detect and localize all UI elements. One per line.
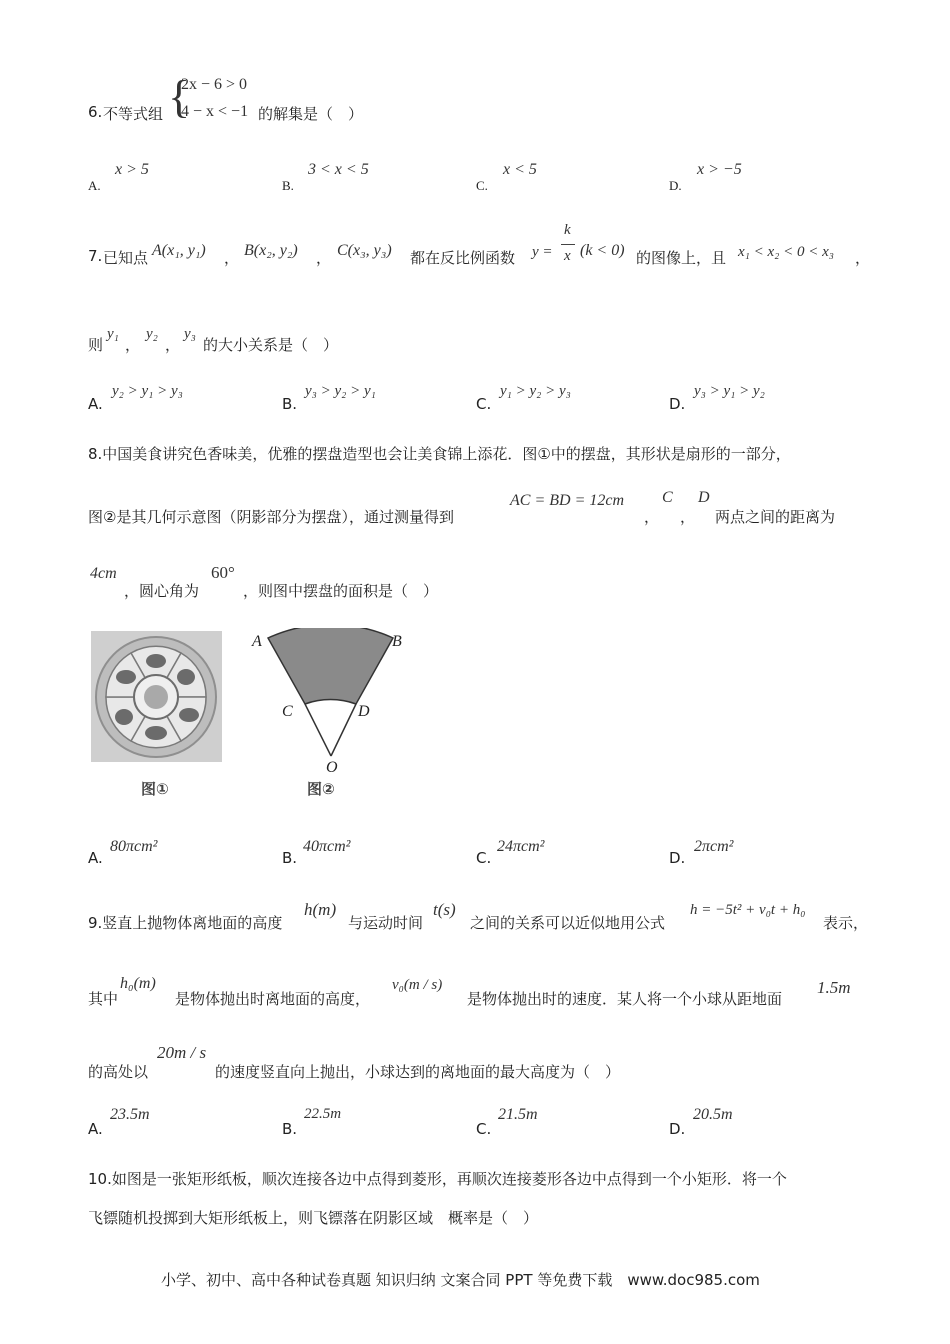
release-height: 1.5m	[817, 978, 851, 997]
motion-formula: h = −5t² + v₀t + h₀	[690, 902, 806, 918]
function-condition: (k < 0)	[580, 242, 625, 259]
q6-option-d-label[interactable]: D.	[669, 178, 682, 193]
height-h-m: h(m)	[304, 900, 337, 919]
function-denominator: x	[564, 248, 571, 264]
q8-option-b-value[interactable]: 40πcm²	[303, 838, 351, 855]
y1: y₁	[107, 326, 119, 342]
question-9-line-1c: 之间的关系可以近似地用公式	[470, 914, 666, 932]
system-line-2: 4 − x < −1	[181, 103, 249, 120]
fraction-bar	[561, 244, 575, 245]
question-6-tail: 的解集是（ ）	[258, 105, 364, 123]
x-condition: x₁ < x₂ < 0 < x₃	[738, 244, 834, 260]
point-a-label: A	[252, 633, 262, 650]
point-c-label: C	[662, 489, 673, 506]
function-numerator: k	[564, 222, 571, 238]
distance: 4cm	[90, 565, 117, 582]
shaded-plate-region	[268, 628, 393, 704]
q6-option-d-value[interactable]: x > −5	[697, 161, 742, 178]
question-9-line-3a: 的高处以	[88, 1063, 149, 1081]
q6-option-b-label[interactable]: B.	[282, 178, 294, 193]
q7-option-c-label[interactable]: C.	[476, 395, 492, 413]
segment-co	[305, 704, 331, 756]
comma: ，	[644, 508, 660, 526]
point-b: B(x₂, y₂)	[244, 242, 298, 259]
question-8-line-3b: ，则图中摆盘的面积是（ ）	[243, 582, 439, 600]
point-o-label: O	[326, 759, 338, 776]
central-angle: 60°	[211, 563, 235, 582]
question-7-then: 则	[88, 336, 104, 354]
y3: y₃	[184, 326, 196, 342]
question-7-stem: 已知点	[103, 249, 149, 267]
q9-option-a-label[interactable]: A.	[88, 1120, 103, 1138]
q9-option-d-label[interactable]: D.	[669, 1120, 686, 1138]
q6-option-a-label[interactable]: A.	[88, 178, 101, 193]
question-8-line-2a: 图②是其几何示意图（阴影部分为摆盘），通过测量得到	[88, 508, 454, 526]
q6-option-b-value[interactable]: 3 < x < 5	[308, 161, 369, 178]
point-c: C(x₃, y₃)	[337, 242, 392, 259]
initial-speed: 20m / s	[157, 1043, 207, 1062]
question-8-line-1: 8.中国美食讲究色香味美，优雅的摆盘造型也会让美食锦上添花．图①中的摆盘，其形状是扇形的一部分，	[88, 445, 791, 463]
question-6-stem: 不等式组	[103, 105, 164, 123]
function-y: y =	[532, 244, 553, 260]
q7-option-b-value[interactable]: y₃ > y₂ > y₁	[305, 383, 376, 399]
question-8-line-2b: 两点之间的距离为	[715, 508, 836, 526]
q7-option-a-value[interactable]: y₂ > y₁ > y₃	[112, 383, 183, 399]
q7-option-a-label[interactable]: A.	[88, 395, 103, 413]
q8-option-d-value[interactable]: 2πcm²	[694, 838, 734, 855]
comma: ，	[165, 336, 181, 354]
comma: ，	[224, 249, 240, 267]
q8-option-a-label[interactable]: A.	[88, 849, 103, 867]
comma: ，	[316, 249, 332, 267]
point-d-label: D	[698, 489, 710, 506]
q9-option-d-value[interactable]: 20.5m	[693, 1106, 733, 1123]
point-d-label: D	[358, 703, 370, 720]
question-9-line-2a: 其中	[88, 990, 119, 1008]
initial-velocity: v₀(m / s)	[392, 977, 443, 993]
question-9-line-1d: 表示，	[823, 914, 869, 932]
sector-diagram	[248, 628, 418, 776]
initial-height: h₀(m)	[120, 975, 156, 992]
figure-2-caption: 图②	[307, 780, 335, 798]
question-9-line-3b: 的速度竖直向上抛出，小球达到的离地面的最大高度为（ ）	[215, 1063, 621, 1081]
q7-option-b-label[interactable]: B.	[282, 395, 298, 413]
q9-option-b-label[interactable]: B.	[282, 1120, 298, 1138]
q8-option-b-label[interactable]: B.	[282, 849, 298, 867]
time-t-s: t(s)	[433, 900, 456, 919]
question-10-line-2: 飞镖随机投掷到大矩形纸板上，则飞镖落在阴影区域 概率是（ ）	[88, 1209, 539, 1227]
question-9-line-1a: 9.竖直上抛物体离地面的高度	[88, 914, 283, 932]
question-8-line-3a: ，圆心角为	[124, 582, 200, 600]
page-footer: 小学、初中、高中各种试卷真题 知识归纳 文案合同 PPT 等免费下载 www.doc985.com	[161, 1271, 760, 1289]
q8-option-c-value[interactable]: 24πcm²	[497, 838, 545, 855]
q8-option-c-label[interactable]: C.	[476, 849, 492, 867]
q9-option-c-label[interactable]: C.	[476, 1120, 492, 1138]
question-9-line-2c: 是物体抛出时的速度．某人将一个小球从距地面	[467, 990, 783, 1008]
comma: ，	[680, 508, 696, 526]
q6-option-c-value[interactable]: x < 5	[503, 161, 537, 178]
q6-option-a-value[interactable]: x > 5	[115, 161, 149, 178]
point-b-label: B	[392, 633, 402, 650]
q9-option-a-value[interactable]: 23.5m	[110, 1106, 150, 1123]
system-line-1: 2x − 6 > 0	[181, 76, 248, 93]
q7-option-d-label[interactable]: D.	[669, 395, 686, 413]
plate-photo	[91, 631, 222, 762]
question-7-mid2: 的图像上，且	[636, 249, 727, 267]
q6-option-c-label[interactable]: C.	[476, 178, 488, 193]
figure-1-caption: 图①	[141, 780, 169, 798]
segment-do	[331, 704, 356, 756]
measure: AC = BD = 12cm	[510, 492, 625, 509]
question-7-mid: 都在反比例函数	[410, 249, 516, 267]
q7-option-d-value[interactable]: y₃ > y₁ > y₂	[694, 383, 765, 399]
q7-option-c-value[interactable]: y₁ > y₂ > y₃	[500, 383, 571, 399]
plate-photo-icon	[91, 631, 222, 762]
q9-option-c-value[interactable]: 21.5m	[498, 1106, 538, 1123]
comma: ，	[125, 336, 141, 354]
system-brace: {	[168, 71, 191, 122]
question-9-line-1b: 与运动时间	[348, 914, 424, 932]
q9-option-b-value[interactable]: 22.5m	[304, 1106, 342, 1122]
question-9-line-2b: 是物体抛出时离地面的高度，	[175, 990, 371, 1008]
q8-option-d-label[interactable]: D.	[669, 849, 686, 867]
question-7-number: 7.	[88, 247, 103, 265]
q8-option-a-value[interactable]: 80πcm²	[110, 838, 158, 855]
point-c-label: C	[282, 703, 293, 720]
question-10-line-1: 10.如图是一张矩形纸板，顺次连接各边中点得到菱形，再顺次连接菱形各边中点得到一个小矩形．将一个	[88, 1170, 787, 1188]
question-6-number: 6.	[88, 103, 103, 121]
comma: ，	[855, 249, 871, 267]
point-a: A(x₁, y₁)	[152, 242, 206, 259]
question-7-tail: 的大小关系是（ ）	[203, 336, 339, 354]
y2: y₂	[146, 326, 158, 342]
